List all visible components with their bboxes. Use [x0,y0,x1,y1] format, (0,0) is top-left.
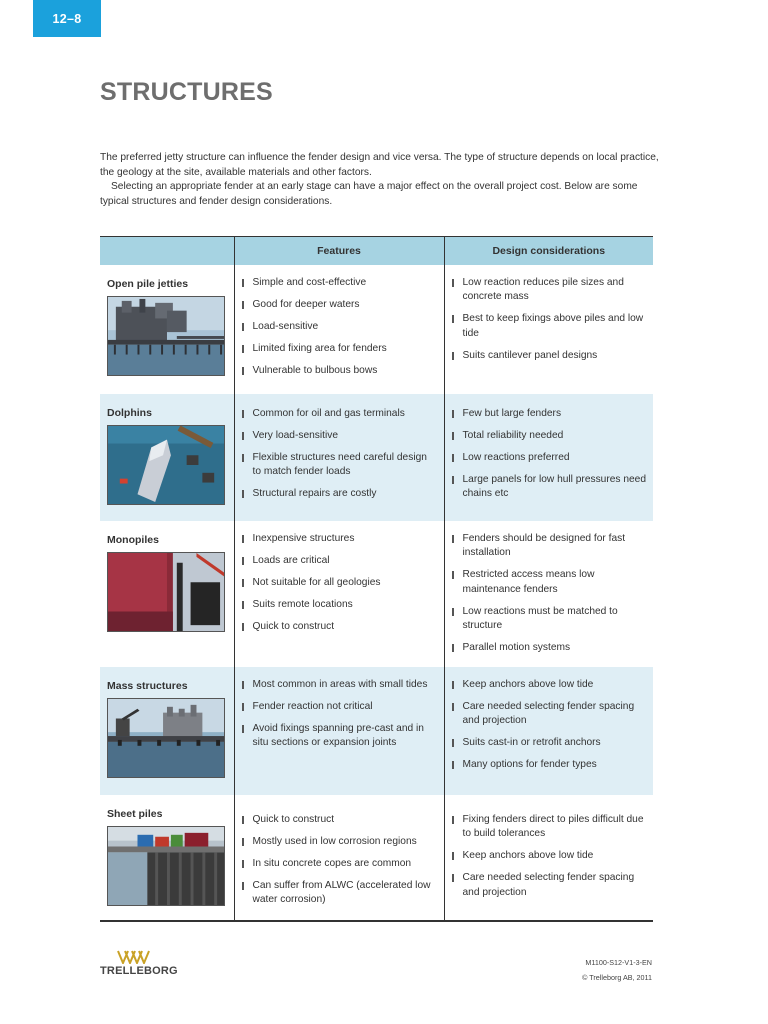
feature-item: In situ concrete copes are common [242,857,438,871]
considerations-list [445,678,654,773]
considerations-cell [444,265,653,394]
consideration-item: Few but large fenders [452,407,648,421]
open-pile-jetty-photo [107,296,225,376]
consideration-item: Large panels for low hull pressures need chains etc [452,473,648,502]
feature-item: Limited fixing area for fenders [242,342,438,356]
consideration-item: Suits cantilever panel designs [452,349,648,363]
structure-type-cell [100,521,234,667]
features-cell [234,795,444,921]
feature-item: Quick to construct [242,620,438,634]
feature-item: Suits remote locations [242,598,438,612]
feature-item: Very load-sensitive [242,429,438,443]
structure-type-name: Mass structures [107,680,188,692]
considerations-cell [444,795,653,921]
features-list [235,276,444,378]
feature-item: Structural repairs are costly [242,487,438,501]
consideration-item: Care needed selecting fender spacing and projection [452,871,648,900]
trelleborg-logo [100,950,178,982]
consideration-item: Low reaction reduces pile sizes and concrete mass [452,276,648,305]
brand-name: TRELLEBORG [100,965,178,977]
considerations-cell [444,394,653,521]
feature-item: Simple and cost-effective [242,276,438,290]
dolphins-photo [107,425,225,505]
features-list [235,678,444,751]
structure-type-name: Open pile jetties [107,278,189,290]
feature-item: Quick to construct [242,813,438,827]
table-header-row [100,237,653,266]
consideration-item: Total reliability needed [452,429,648,443]
page-title: STRUCTURES [100,78,273,106]
header-features: Features [234,237,444,266]
considerations-list [445,407,654,502]
consideration-item: Low reactions must be matched to structure [452,605,648,634]
structure-type-name: Dolphins [107,407,152,419]
structure-type-cell [100,667,234,795]
feature-item: Loads are critical [242,554,438,568]
consideration-item: Suits cast-in or retrofit anchors [452,736,648,750]
feature-item: Flexible structures need careful design to match fender loads [242,451,438,480]
sheet-piles-photo [107,826,225,906]
consideration-item: Keep anchors above low tide [452,678,648,692]
header-structure-type [100,237,234,266]
consideration-item: Best to keep fixings above piles and low tide [452,312,648,341]
feature-item: Most common in areas with small tides [242,678,438,692]
consideration-item: Keep anchors above low tide [452,849,648,863]
feature-item: Fender reaction not critical [242,700,438,714]
feature-item: Mostly used in low corrosion regions [242,835,438,849]
header-design-considerations: Design considerations [444,237,653,266]
considerations-list [445,276,654,363]
structure-type-cell [100,265,234,394]
table-row [100,521,653,667]
considerations-list [445,532,654,656]
consideration-item: Many options for fender types [452,758,648,772]
feature-item: Good for deeper waters [242,298,438,312]
consideration-item: Care needed selecting fender spacing and projection [452,700,648,729]
feature-item: Can suffer from ALWC (accelerated low water corrosion) [242,879,438,908]
trelleborg-logo-icon [117,950,151,964]
mass-structures-photo [107,698,225,778]
structure-type-cell [100,394,234,521]
feature-item: Vulnerable to bulbous bows [242,364,438,378]
table-row [100,265,653,394]
table-row [100,667,653,795]
structure-type-name: Sheet piles [107,808,163,820]
feature-item: Load-sensitive [242,320,438,334]
features-list [235,813,444,908]
features-list [235,407,444,502]
structures-table [100,236,653,922]
features-cell [234,265,444,394]
feature-item: Avoid fixings spanning pre-cast and in situ sections or expansion joints [242,722,438,751]
structure-type-cell [100,795,234,921]
consideration-item: Low reactions preferred [452,451,648,465]
considerations-cell [444,667,653,795]
feature-item: Inexpensive structures [242,532,438,546]
intro-paragraph-2: Selecting an appropriate fender at an early stage can have a major effect on the overall project cost. Below are some typical structures and fender design considerations. [100,181,638,207]
copyright: © Trelleborg AB, 2011 [582,973,652,982]
consideration-item: Fixing fenders direct to piles difficult due to build tolerances [452,813,648,842]
feature-item: Not suitable for all geologies [242,576,438,590]
page-number: 12–8 [52,11,82,26]
intro-paragraph-1: The preferred jetty structure can influence the fender design and vice versa. The type of structure depends on local practice, the geology at the site, available materials and other factors. [100,152,659,178]
considerations-cell [444,521,653,667]
document-code: M1100-S12-V1-3-EN [585,958,652,967]
monopiles-photo [107,552,225,632]
considerations-list [445,813,654,900]
table-row [100,795,653,921]
structure-type-name: Monopiles [107,534,159,546]
features-cell [234,521,444,667]
intro-text [100,151,660,209]
features-cell [234,394,444,521]
table-row [100,394,653,521]
page-number-tab [33,0,101,37]
features-cell [234,667,444,795]
consideration-item: Restricted access means low maintenance fenders [452,568,648,597]
feature-item: Common for oil and gas terminals [242,407,438,421]
features-list [235,532,444,634]
consideration-item: Fenders should be designed for fast installation [452,532,648,561]
consideration-item: Parallel motion systems [452,641,648,655]
